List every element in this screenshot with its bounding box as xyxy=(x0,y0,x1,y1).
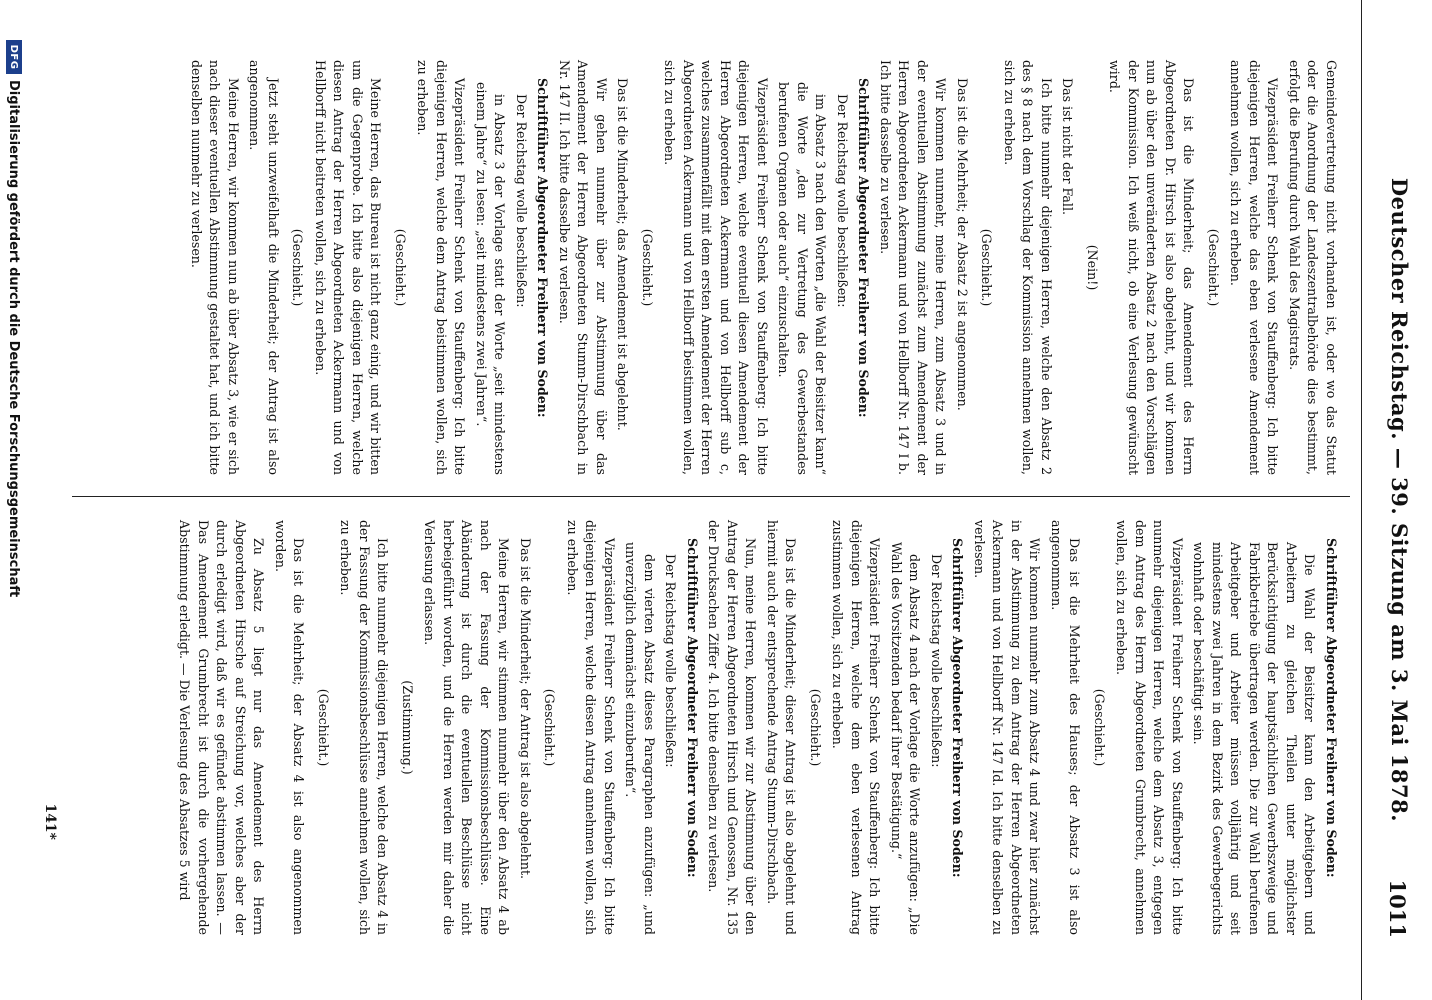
speaker-line: Schriftführer Abgeordneter Freiherr von Soden: xyxy=(1324,538,1339,878)
right-column xyxy=(172,520,1340,935)
quote: Der Reichstag wolle beschließen: xyxy=(663,554,679,768)
page-number: 1011 xyxy=(1385,879,1410,938)
speaker-line: Schriftführer Abgeordneter Freiherr von Soden: xyxy=(856,78,872,418)
quote: in Absatz 3 der Vorlage statt der Worte „seit mindestens einem Jahre“ zu lesen: „seit mindestens zwei Jahren“. xyxy=(474,82,508,475)
speaker-line: Schriftführer Abgeordneter Freiherr von Soden: xyxy=(950,538,966,878)
running-title: Deutscher Reichstag. — 39. Sitzung am 3. Mai 1878. xyxy=(1387,177,1412,823)
stage-direction: (Geschieht.) xyxy=(1206,228,1221,307)
paragraph: Ich bitte nunmehr diejenigen Herren, welche den Absatz 2 des § 8 nach dem Vorschlag der Kommission annehmen wollen, sich zu erheben. xyxy=(1002,60,1054,475)
stage-direction: (Geschieht.) xyxy=(290,228,306,307)
paragraph: Vizepräsident Freiherr Schenk von Stauffenberg: Ich bitte diejenigen Herren, welche das eben verlesene Amendement annehmen wollen, sich zu erheben. xyxy=(1228,60,1281,475)
digitization-footer xyxy=(4,40,24,980)
stage-direction: (Geschieht.) xyxy=(808,688,823,767)
stage-direction: (Geschieht.) xyxy=(640,228,655,307)
paragraph: Vizepräsident Freiherr Schenk von Stauffenberg: Ich bitte diejenigen Herren, welche eventuell diesen Amendement der Herren Abgeordneten Ackermann und von Hellborff sub c, welches zusammenfällt mit dem ersten Amendement der Herren Abgeordneten Ackermann und von Hellborff beistimmen wollen, sich zu erheben. xyxy=(662,60,770,475)
quote: Der Reichstag wolle beschließen: xyxy=(514,94,529,308)
footer-text: Digitalisierung gefördert durch die Deutsche Forschungsgemeinschaft xyxy=(6,80,22,598)
paragraph: Vizepräsident Freiherr Schenk von Stauffenberg: Ich bitte diejenigen Herren, welche dem Antrag beistimmen wollen, sich zu erheben. xyxy=(415,60,468,475)
paragraph: Das ist die Mehrheit des Hauses; der Absatz 3 ist also angenommen. xyxy=(1049,520,1083,935)
paragraph: Zu Absatz 5 liegt nur das Amendement des Herrn Abgeordneten Hirsche auf Streichung vor, welches aber der durch erledigt wird, daß wir es gefündet abstimmen lassen. — Das Amendement Grumbrecht ist durch die vorhergehende Abstimmung erledigt. — Die Verlesung des Absatzes 5 wird xyxy=(177,520,267,935)
paragraph: Vizepräsident Freiherr Schenk von Stauffenberg: Ich bitte diejenigen Herren, welche diesen Antrag annehmen wollen, sich zu erheben. xyxy=(565,520,617,935)
column-divider xyxy=(72,496,1350,497)
stage-direction: (Geschieht.) xyxy=(542,688,558,767)
quote: dem vierten Absatz dieses Paragraphen anzufügen: „und unverzüglich demnächst einzuberufen“. xyxy=(623,542,657,935)
paragraph: Das ist die Minderheit; der Antrag ist also abgelehnt. xyxy=(518,538,533,880)
dfg-logo: DFG xyxy=(6,40,22,74)
stage-direction: (Geschieht.) xyxy=(316,688,331,767)
paragraph: Meine Herren, das Bureau ist nicht ganz einig, und wir bitten um die Gegenprobe. Ich bitte also diejenigen Herren, welche diesen Antrag der Herren Abgeordneten Ackermann und von Hellborff nicht beitreten wollen, sich zu erheben. xyxy=(313,60,384,475)
page-header xyxy=(1361,0,1432,1000)
left-column xyxy=(184,60,1341,475)
paragraph: Meine Herren, wir kommen nun ab über Absatz 3, wie er sich nach dieser eventuellen Abstimmung gestaltet hat, und ich bitte denselben nunmehr zu verlesen. xyxy=(189,60,241,475)
stage-direction: (Geschieht.) xyxy=(979,228,995,307)
quote: im Absatz 3 nach den Worten „die Wahl der Beisitzer kann“ die Worte „den zur Vertretung des Gewerbestandes berufenen Organen oder auch“ einzuschalten. xyxy=(776,82,829,475)
quote: Die Wahl der Beisitzer kann den Arbeitgebern und Arbeitern zu gleichen Theilen unter möglichster Berücksichtigung der hauptsächlichen Gewerbszweige und Fabrikbetriebe übertragen werden. Die zur Wahl berufenen Arbeitgeber und Arbeiter müssen volljährig und seit mindestens zwei Jahren in dem Bezirk des Gewerbegerichts wohnhaft oder beschäftigt sein. xyxy=(1191,542,1318,935)
speaker-line: Schriftführer Abgeordneter Freiherr von Soden: xyxy=(535,78,551,418)
quote: Der Reichstag wolle beschließen: xyxy=(929,554,944,768)
paragraph: Jetzt steht unzweifelhaft die Minderheit; der Antrag ist also angenommen. xyxy=(247,60,281,475)
speaker-line: Schriftführer Abgeordneter Freiherr von Soden: xyxy=(685,538,700,878)
stage-direction: (Nein!) xyxy=(1085,244,1100,291)
paragraph: Ich bitte nunmehr diejenigen Herren, welche den Absatz 4 in der Fassung der Kommissionsbeschlüsse annehmen wollen, sich zu erheben. xyxy=(338,520,391,935)
paragraph: Meine Herren, wir stimmen nunmehr über den Absatz 4 ab nach der Fassung der Kommissionsbeschlüsse. Eine Abänderung ist durch die eventuellen Beschlüsse nicht herbeigeführt worden, und die Herren werden mir daher die Verlesung erlassen. xyxy=(422,520,512,935)
signature-mark: 141* xyxy=(42,803,58,840)
stage-direction: (Geschieht.) xyxy=(1092,688,1107,767)
paragraph: Nun, meine Herren, kommen wir zur Abstimmung über den Antrag der Herren Abgeordneten Hirsch und Genossen, Nr. 135 der Drucksachen Ziffer 4. Ich bitte denselben zu verlesen. xyxy=(706,520,759,935)
quote: Der Reichstag wolle beschließen: xyxy=(835,94,850,308)
paragraph: Das ist die Minderheit; das Amendement des Herrn Abgeordneten Dr. Hirsch ist also abgelehnt, und wir kommen nun ab über den unveränderten Absatz 2 nach den Vorschlägen der Kommission. Ich weiß nicht, ob eine Verlesung gewünscht wird. xyxy=(1107,60,1197,475)
paragraph: Das ist nicht der Fall. xyxy=(1060,78,1076,215)
paragraph: Wir gehen nunmehr über zur Abstimmung über das Amendement der Herren Abgeordneten Stumm-Dirschbach in Nr. 147 II. Ich bitte dasselbe zu verlesen. xyxy=(557,60,609,475)
paragraph: Wir kommen nunmehr zum Absatz 4 und zwar hier zunächst in der Abstimmung zu dem Antrag der Herren Abgeordneten Ackermann und von Hellborff Nr. 147 Id. Ich bitte denselben zu verlesen. xyxy=(972,520,1043,935)
paragraph: Vizepräsident Freiherr Schenk von Stauffenberg: Ich bitte nunmehr diejenigen Herren, welche dem Absatz 3, entgegen dem Antrag des Herrn Abgeordneten Grumbrecht, annehmen wollen, sich zu erheben. xyxy=(1114,520,1185,935)
quote: dem Absatz 4 nach der Vorlage die Worte anzufügen: „Die Wahl des Vorsitzenden bedarf ihrer Bestätigung.“ xyxy=(889,542,923,935)
paragraph: Gemeindevertretung nicht vorhanden ist, oder wo das Statut oder die Anordnung der Landeszentralbehörde dies bestimmt, erfolgt die Berufung durch Wahl des Magistrats. xyxy=(1287,60,1339,475)
paragraph: Vizepräsident Freiherr Schenk von Stauffenberg: Ich bitte diejenigen Herren, welche dem eben verlesenen Antrag zustimmen wollen, sich zu erheben. xyxy=(830,520,883,935)
paragraph: Wir kommen nunmehr, meine Herren, zum Absatz 3 und in der eventuellen Abstimmung zunächst zum Amendement der Herren Abgeordneten Ackermann und von Hellborff Nr. 147 I b. Ich bitte dasselbe zu verlesen. xyxy=(878,60,949,475)
paragraph: Das ist die Minderheit; das Amendement ist abgelehnt. xyxy=(615,78,631,431)
paragraph: Das ist die Mehrheit; der Absatz 2 ist angenommen. xyxy=(955,78,970,411)
paragraph: Das ist die Minderheit; dieser Antrag ist also abgelehnt und hiermit auch der entsprechende Antrag Stumm-Dirschbach. xyxy=(765,520,799,935)
stage-direction: (Geschieht.) xyxy=(393,228,408,307)
paragraph: Das ist die Mehrheit; der Absatz 4 ist also angenommen worden. xyxy=(273,520,307,935)
stage-direction: (Zustimmung.) xyxy=(400,680,415,775)
